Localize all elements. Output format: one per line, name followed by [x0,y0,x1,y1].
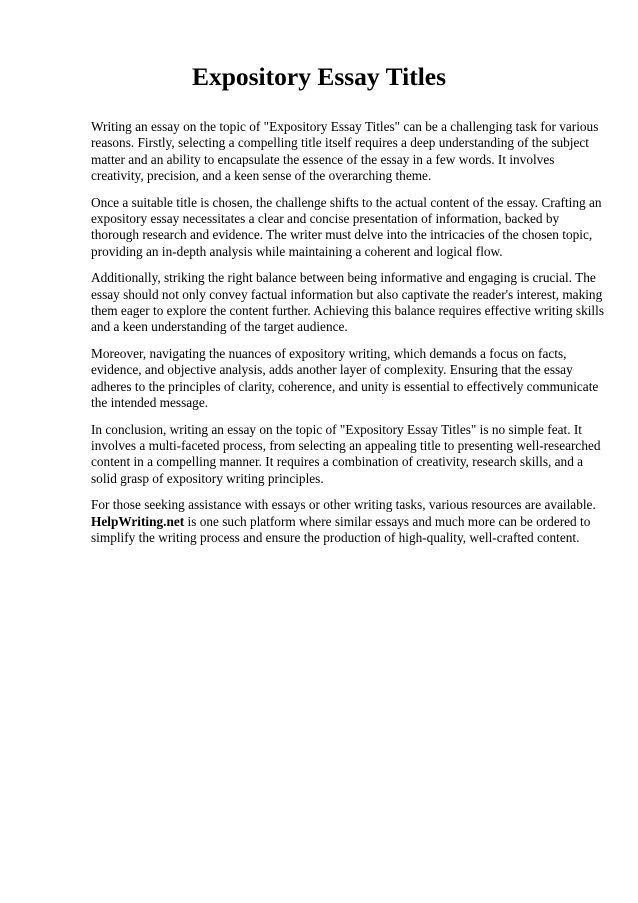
paragraph-line: Writing an essay on the topic of "Expository Essay Titles" can be a challenging task for various [91,119,599,134]
paragraph-line: Once a suitable title is chosen, the challenge shifts to the actual content of the essay. Crafting an [91,194,602,210]
paragraph-line: solid grasp of expository writing principles. [91,470,324,486]
paragraph-line: the intended message. [91,395,209,411]
paragraph-line: creativity, precision, and a keen sense of the overarching theme. [91,168,432,184]
paragraph-line: matter and an ability to encapsulate the essence of the essay in a few words. It involves [91,151,555,167]
paragraph-text: is one such platform where similar essays and much more can be ordered to [184,513,591,529]
paragraph-line: simplify the writing process and ensure the production of high-quality, well-crafted content. [91,529,580,545]
paragraph-4 [91,345,599,412]
paragraph-line: evidence, and objective analysis, adds another layer of complexity. Ensuring that the essay [91,362,573,378]
page-title: Expository Essay Titles [191,62,447,91]
paragraph-line [91,514,591,530]
paragraph-line: adheres to the principles of clarity, coherence, and unity is essential to effectively communicate [91,378,599,394]
paragraph-2 [91,194,602,261]
paragraph-line: and a keen understanding of the target audience. [91,319,348,335]
paragraph-line: involves a multi-faceted process, from selecting an appealing title to presenting well-researched [91,437,601,453]
paragraph-line: thorough research and evidence. The writer must delve into the intricacies of the chosen topic, [91,227,593,243]
brand-name: HelpWriting.net [91,513,185,529]
paragraph-line: content in a compelling manner. It requires a combination of creativity, research skills, and a [91,454,584,470]
paragraph-line: Moreover, navigating the nuances of expository writing, which demands a focus on facts, [91,345,567,361]
paragraph-line: essay should not only convey factual information but also captivate the reader's interest, making [91,286,603,302]
paragraph-line: In conclusion, writing an essay on the topic of "Expository Essay Titles" is no simple feat. It [91,421,582,437]
paragraph-line: Additionally, striking the right balance between being informative and engaging is crucial. The [91,270,596,286]
paragraph-line: For those seeking assistance with essays or other writing tasks, various resources are available. [91,497,596,513]
document-body [91,119,604,556]
paragraph-line: providing an in-depth analysis while maintaining a coherent and logical flow. [91,243,503,259]
paragraph-line: them eager to explore the content further. Achieving this balance requires effective writing skills [91,303,604,319]
paragraph-3 [91,270,604,336]
paragraph-5 [91,421,601,488]
paragraph-line: reasons. Firstly, selecting a compelling title itself requires a deep understanding of the subject [91,135,590,151]
paragraph-1 [91,119,599,185]
paragraph-6 [91,497,596,546]
paragraph-line: expository essay necessitates a clear and concise presentation of information, backed by [91,211,560,227]
